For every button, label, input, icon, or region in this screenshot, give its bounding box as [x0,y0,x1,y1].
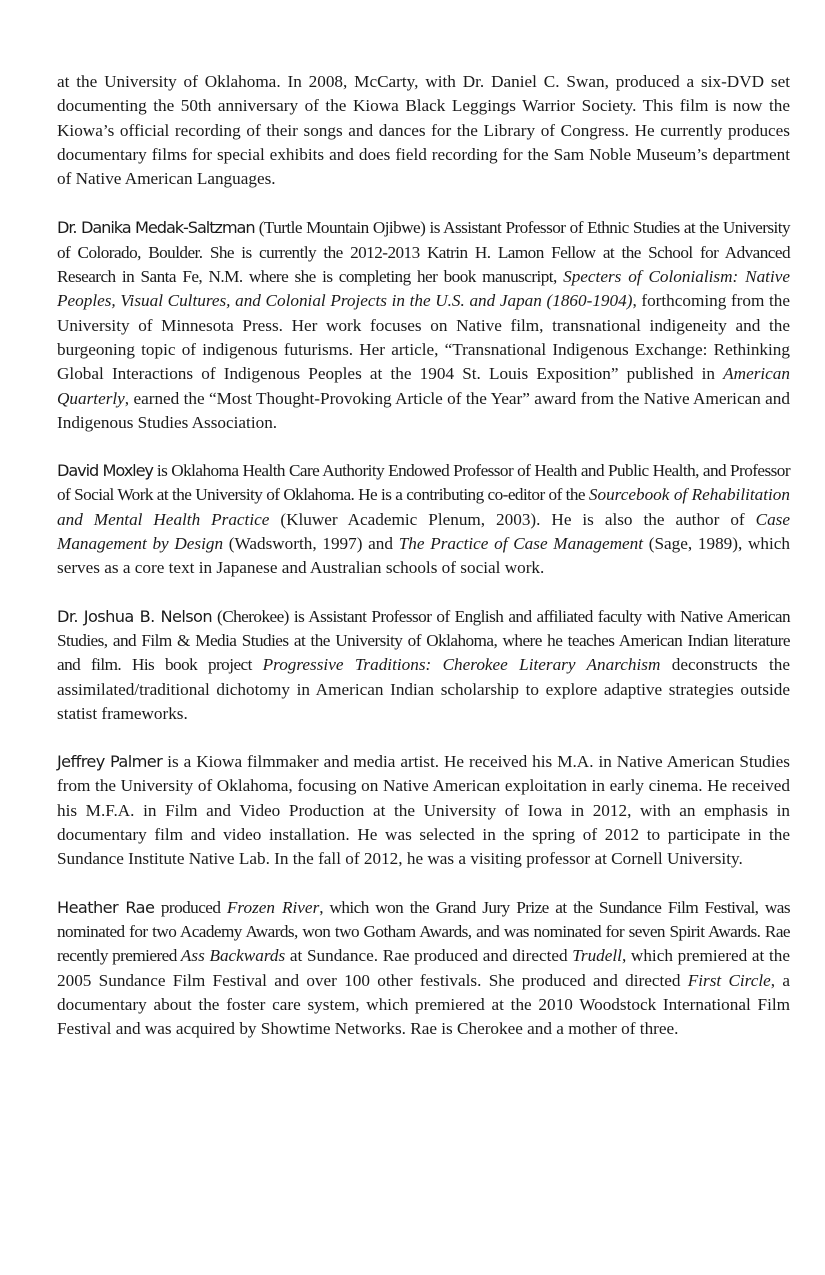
bio-text: (Kluwer Academic Plenum, 2003). He is also the author of [269,509,756,529]
book-title: Sourcebook of Rehabilitation and Mental Health Practice [57,485,790,529]
film-title: First Circle [687,970,771,990]
bio-text: , a documentary about the foster care system, which premiered at the 2010 Woodstock International Film Festival and was acquired by Showtime Networks. Rae is Cherokee and a mother of three. [57,970,790,1039]
film-title: Frozen River [226,897,320,917]
bio-name: David Moxley [57,461,153,481]
bio-text: (Sage, 1989), which serves as a core text in Japanese and Australian schools of social work. [57,534,790,578]
bio-text: , which won the Grand Jury Prize at the Sundance Film Festival, was nominated for two Academy Awards, won two Gotham Awards, and was nominated for seven Spirit Awards. Rae recently premiered [57,897,790,966]
bio-text: at Sundance. Rae produced and directed [285,946,573,966]
bio-text: (Cherokee) is Assistant Professor of English and affiliated faculty with Native American Studies, and Film & Media Studies at the University of Oklahoma, where he teaches American Indian literature and film. His book project [57,606,790,675]
bio-text: (Turtle Mountain Ojibwe) is Assistant Professor of Ethnic Studies at the University of Colorado, Boulder. She is currently the 2012-2013 Katrin H. Lamon Fellow at the School for Advanced Research in Santa Fe, N.M. where she is completing her book manuscript, [57,218,790,287]
bio-name: Dr. Joshua B. Nelson [57,606,213,626]
film-title: Trudell [572,946,622,966]
journal-title: American Quarterly [57,364,790,408]
bio-name: Heather Rae [57,897,155,917]
bio-jeffrey-palmer [57,750,790,871]
bio-david-moxley [57,459,790,580]
bio-name: Dr. Danika Medak-Saltzman [57,218,255,238]
bio-text: at the University of Oklahoma. In 2008, McCarty, with Dr. Daniel C. Swan, produced a six-DVD set documenting the 50th anniversary of the Kiowa Black Leggings Warrior Society. This film is now the Kiowa’s official recording of their songs and dances for the Library of Congress. He currently produces documentary films for special exhibits and does field recording for the Sam Noble Museum’s department of Native American Languages. [57,72,790,189]
bio-text: produced [154,897,227,917]
bio-text: , forthcoming from the University of Minnesota Press. Her work focuses on Native film, transnational indigeneity and the burgeoning topic of indigenous futurisms. Her article, “Transnational Indigenous Exchange: Rethinking Global Interactions of Indigenous Peoples at the 1904 St. Louis Exposition” published in [57,291,791,384]
bio-mccarty-continued [57,70,790,191]
book-title: Progressive Traditions: Cherokee Literary Anarchism [262,655,661,675]
book-title: Specters of Colonialism: Native Peoples, Visual Cultures, and Colonial Projects in the U.S. and Japan (1860-1904) [57,267,790,311]
bio-text: deconstructs the assimilated/traditional dichotomy in American Indian scholarship to explore adaptive strategies outside statist frameworks. [57,655,790,723]
bio-text: , earned the “Most Thought-Provoking Article of the Year” award from the Native American and Indigenous Studies Association. [57,388,790,432]
book-title: Case Management by Design [57,509,790,554]
bio-page [57,70,790,1065]
book-title: The Practice of Case Management [398,534,644,554]
bio-joshua-nelson [57,605,790,726]
bio-text: is Oklahoma Health Care Authority Endowed Professor of Health and Public Health, and Professor of Social Work at the University of Oklahoma. He is a contributing co-editor of the [57,461,790,505]
bio-heather-rae [57,896,790,1042]
bio-text: is a Kiowa filmmaker and media artist. He received his M.A. in Native American Studies from the University of Oklahoma, focusing on Native American exploitation in early cinema. He received his M.F.A. in Film and Video Production at the University of Iowa in 2012, with an emphasis in documentary film and video installation. He was selected in the spring of 2012 to participate in the Sundance Institute Native Lab. In the fall of 2012, he was a visiting professor at Cornell University. [57,752,790,869]
film-title: Ass Backwards [180,946,286,966]
bio-name: Jeffrey Palmer [57,752,163,772]
bio-text: (Wadsworth, 1997) and [223,534,399,554]
bio-text: , which premiered at the 2005 Sundance Film Festival and over 100 other festivals. She produced and directed [57,946,790,990]
bio-danika-medak-saltzman [57,216,790,435]
